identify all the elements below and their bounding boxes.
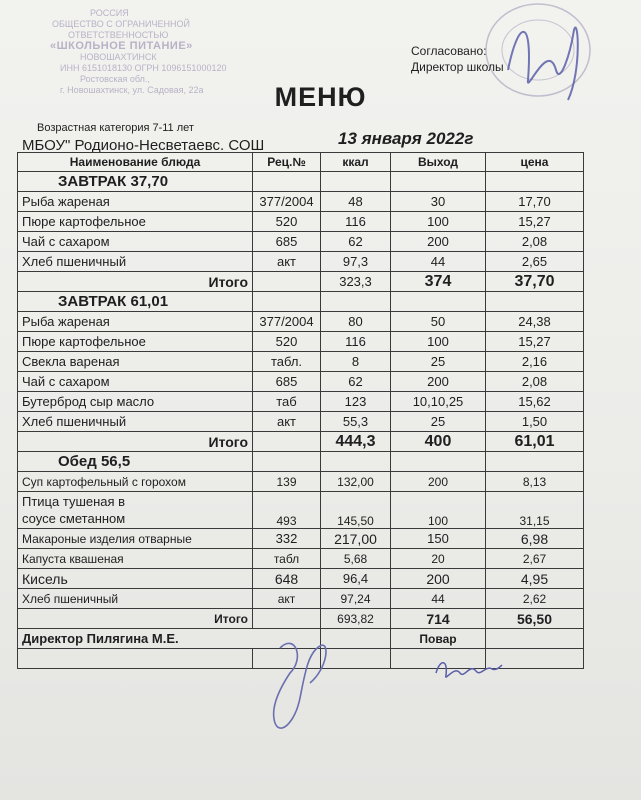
school-name: МБОУ" Родионо-Несветаевс. СОШ (22, 137, 265, 154)
price-value: 4,95 (486, 569, 584, 589)
kcal-value: 116 (321, 332, 391, 352)
col-price: цена (486, 153, 584, 172)
col-dish: Наименование блюда (18, 153, 253, 172)
recipe-number: 493 (253, 492, 321, 529)
stamp-line: РОССИЯ (90, 8, 129, 18)
recipe-number: 377/2004 (253, 192, 321, 212)
output-value: 50 (391, 312, 486, 332)
table-row (18, 589, 584, 609)
kcal-value: 62 (321, 232, 391, 252)
table-row (18, 569, 584, 589)
recipe-number: табл. (253, 352, 321, 372)
recipe-number: акт (253, 412, 321, 432)
stamp-line: ОБЩЕСТВО С ОГРАНИЧЕННОЙ (52, 19, 190, 29)
table-row (18, 412, 584, 432)
output-value: 44 (391, 589, 486, 609)
recipe-number: 332 (253, 529, 321, 549)
dish-name: Бутерброд сыр масло (18, 392, 253, 412)
output-value: 100 (391, 212, 486, 232)
section-title: ЗАВТРАК 37,70 (18, 172, 253, 192)
stamp-line: г. Новошахтинск, ул. Садовая, 22а (60, 85, 204, 95)
col-kcal: ккал (321, 153, 391, 172)
section-header (18, 172, 584, 192)
price-value: 17,70 (486, 192, 584, 212)
recipe-number: 685 (253, 232, 321, 252)
recipe-number: 648 (253, 569, 321, 589)
dish-name: Чай с сахаром (18, 372, 253, 392)
table-row (18, 529, 584, 549)
recipe-number: 520 (253, 332, 321, 352)
recipe-number: 139 (253, 472, 321, 492)
section-title: ЗАВТРАК 61,01 (18, 292, 253, 312)
output-value: 25 (391, 352, 486, 372)
stamp-line: Ростовская обл., (80, 74, 150, 84)
total-price: 56,50 (486, 609, 584, 629)
menu-date: 13 января 2022г (338, 129, 474, 148)
output-value: 200 (391, 472, 486, 492)
recipe-number: акт (253, 589, 321, 609)
table-row (18, 252, 584, 272)
table-row (18, 212, 584, 232)
section-title: Обед 56,5 (18, 452, 253, 472)
price-value: 6,98 (486, 529, 584, 549)
price-value: 31,15 (486, 492, 584, 529)
director-signature-label: Директор Пилягина М.Е. (18, 629, 321, 649)
table-row (18, 352, 584, 372)
recipe-number: табл (253, 549, 321, 569)
table-row (18, 232, 584, 252)
output-value: 20 (391, 549, 486, 569)
stamp-line: ОТВЕТСТВЕННОСТЬЮ (68, 30, 169, 40)
output-value: 100 (391, 492, 486, 529)
price-value: 15,62 (486, 392, 584, 412)
price-value: 2,67 (486, 549, 584, 569)
table-row (18, 549, 584, 569)
kcal-value: 96,4 (321, 569, 391, 589)
total-output: 714 (391, 609, 486, 629)
kcal-value: 48 (321, 192, 391, 212)
dish-name: Хлеб пшеничный (18, 252, 253, 272)
total-price: 37,70 (486, 272, 584, 292)
price-value: 2,08 (486, 232, 584, 252)
recipe-number: 685 (253, 372, 321, 392)
cook-signature-icon (432, 655, 504, 685)
output-value: 30 (391, 192, 486, 212)
table-row (18, 312, 584, 332)
approved-label: Согласовано: (411, 44, 487, 58)
output-value: 100 (391, 332, 486, 352)
total-label: Итого (18, 609, 253, 629)
table-row (18, 392, 584, 412)
price-value: 2,08 (486, 372, 584, 392)
price-value: 15,27 (486, 332, 584, 352)
director-school-label: Директор школы (411, 60, 504, 74)
dish-name: Чай с сахаром (18, 232, 253, 252)
total-row (18, 609, 584, 629)
col-output: Выход (391, 153, 486, 172)
stamp-line: ИНН 6151018130 ОГРН 1096151000120 (60, 63, 227, 73)
price-value: 2,16 (486, 352, 584, 372)
total-kcal: 693,82 (321, 609, 391, 629)
price-value: 8,13 (486, 472, 584, 492)
table-header-row (18, 153, 584, 172)
col-recipe: Рец.№ (253, 153, 321, 172)
total-output: 400 (391, 432, 486, 452)
dish-name: Свекла вареная (18, 352, 253, 372)
kcal-value: 132,00 (321, 472, 391, 492)
director-signature-icon (250, 628, 340, 738)
output-value: 10,10,25 (391, 392, 486, 412)
dish-name: Суп картофельный с горохом (18, 472, 253, 492)
output-value: 200 (391, 372, 486, 392)
recipe-number: акт (253, 252, 321, 272)
menu-table (17, 152, 584, 669)
total-label: Итого (18, 432, 253, 452)
price-value: 2,62 (486, 589, 584, 609)
kcal-value: 55,3 (321, 412, 391, 432)
dish-name: Кисель (18, 569, 253, 589)
dish-name: Рыба жареная (18, 312, 253, 332)
kcal-value: 5,68 (321, 549, 391, 569)
output-value: 200 (391, 232, 486, 252)
recipe-number: таб (253, 392, 321, 412)
dish-name: Рыба жареная (18, 192, 253, 212)
kcal-value: 62 (321, 372, 391, 392)
recipe-number: 520 (253, 212, 321, 232)
price-value: 15,27 (486, 212, 584, 232)
kcal-value: 116 (321, 212, 391, 232)
cook-label: Повар (391, 629, 486, 649)
kcal-value: 145,50 (321, 492, 391, 529)
output-value: 25 (391, 412, 486, 432)
kcal-value: 217,00 (321, 529, 391, 549)
total-price: 61,01 (486, 432, 584, 452)
kcal-value: 97,24 (321, 589, 391, 609)
dish-name: Пюре картофельное (18, 332, 253, 352)
total-label: Итого (18, 272, 253, 292)
total-row (18, 272, 584, 292)
stamp-line: НОВОШАХТИНСК (80, 52, 157, 62)
recipe-number: 377/2004 (253, 312, 321, 332)
table-row (18, 372, 584, 392)
kcal-value: 80 (321, 312, 391, 332)
dish-name: Капуста квашеная (18, 549, 253, 569)
page-title: МЕНЮ (274, 82, 367, 112)
output-value: 200 (391, 569, 486, 589)
total-kcal: 444,3 (321, 432, 391, 452)
dish-name: Хлеб пшеничный (18, 589, 253, 609)
output-value: 150 (391, 529, 486, 549)
age-category: Возрастная категория 7-11 лет (37, 122, 194, 134)
dish-name: Пюре картофельное (18, 212, 253, 232)
table-row (18, 332, 584, 352)
total-row (18, 432, 584, 452)
output-value: 44 (391, 252, 486, 272)
section-header (18, 292, 584, 312)
stamp-line: «ШКОЛЬНОЕ ПИТАНИЕ» (50, 40, 193, 52)
table-row (18, 492, 584, 529)
kcal-value: 8 (321, 352, 391, 372)
price-value: 1,50 (486, 412, 584, 432)
table-row (18, 472, 584, 492)
table-row (18, 192, 584, 212)
kcal-value: 123 (321, 392, 391, 412)
total-output: 374 (391, 272, 486, 292)
total-kcal: 323,3 (321, 272, 391, 292)
dish-name: Хлеб пшеничный (18, 412, 253, 432)
price-value: 2,65 (486, 252, 584, 272)
price-value: 24,38 (486, 312, 584, 332)
dish-name: Птица тушеная в соусе сметанном (18, 492, 253, 529)
section-header (18, 452, 584, 472)
dish-name: Макароные изделия отварные (18, 529, 253, 549)
kcal-value: 97,3 (321, 252, 391, 272)
